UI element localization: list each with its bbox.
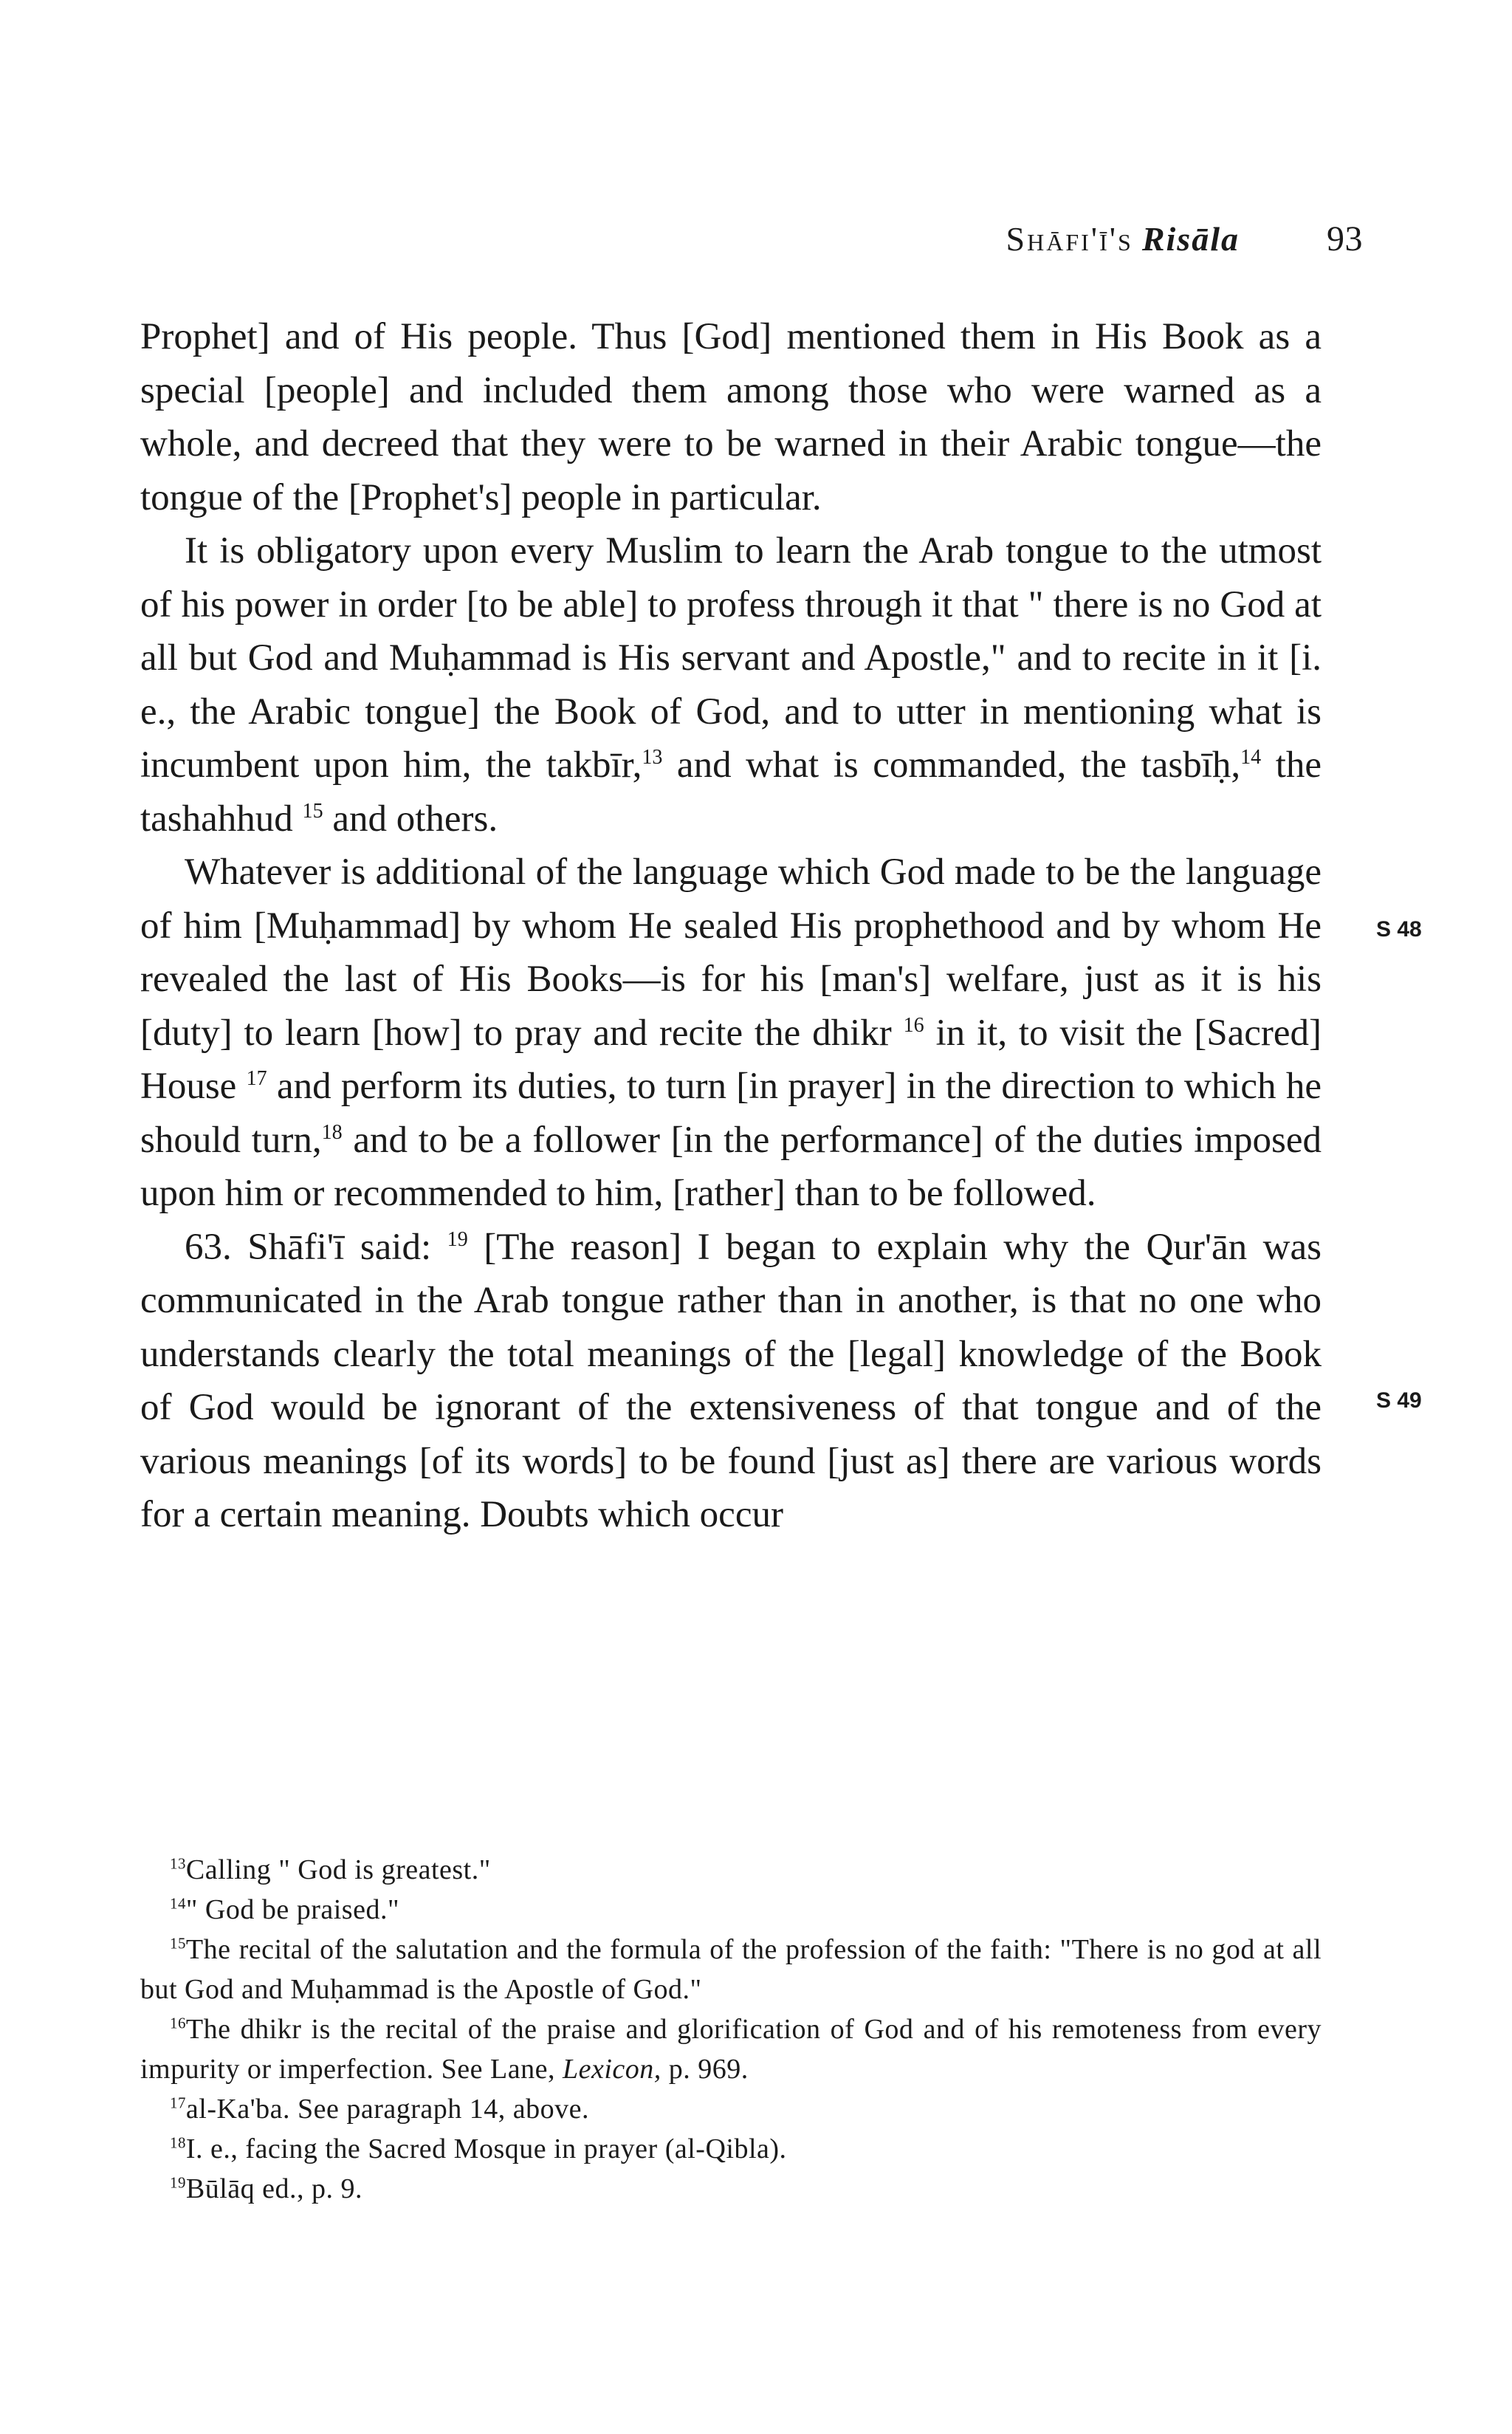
footnote-18-text: I. e., facing the Sacred Mosque in prayer (al-Qibla). [185, 2133, 787, 2164]
paragraph-2 [140, 524, 1322, 846]
running-head-work: Risāla [1141, 220, 1240, 258]
footnote-16-text-b: p. 969. [661, 2054, 749, 2085]
footnote-13-text: Calling " God is greatest." [185, 1854, 491, 1885]
footnote-ref-18: 18 [321, 1120, 343, 1144]
paragraph-2-text-b: and what is commanded, the tasbīḥ, [662, 744, 1241, 786]
footnote-14-number: 14 [170, 1894, 186, 1913]
footnote-15-text: The recital of the salutation and the formula of the profession of the faith: "There is no god at all but God and Muḥammad is the Apostle of God." [140, 1934, 1322, 2005]
footnote-18 [140, 2129, 1322, 2169]
footnote-ref-14: 14 [1240, 746, 1262, 769]
footnote-14 [140, 1890, 1322, 1930]
paragraph-2-text-d: and others. [323, 798, 498, 840]
footnotes [140, 1850, 1322, 2209]
footnote-16-text-a: The dhikr is the recital of the praise and glorification of God and of his remoteness from every impurity or imperfection. See Lane, [140, 2014, 1322, 2085]
paragraph-3-text-b: in it, to visit the [Sacred] House [140, 1012, 1322, 1107]
margin-note-s48: S 48 [1376, 917, 1422, 942]
footnote-13 [140, 1850, 1322, 1890]
running-head [738, 219, 1363, 259]
footnote-19-text: Būlāq ed., p. 9. [185, 2173, 363, 2204]
running-head-author: Shāfi'ī's [1006, 220, 1133, 258]
footnote-17-text: al-Ka'ba. See paragraph 14, above. [185, 2094, 589, 2125]
paragraph-1: Prophet] and of His people. Thus [God] mentioned them in His Book as a special [people] and included them among those who were warned as a whole, and decreed that they were to be warned in their Arabic tongue—the tongue of the [Prophet's] people in particular. [140, 316, 1322, 518]
footnote-16-lexicon: Lexicon, [563, 2054, 662, 2085]
footnote-ref-15: 15 [302, 799, 323, 823]
paragraph-63 [140, 1221, 1322, 1542]
main-text [140, 310, 1322, 1542]
footnote-16-number: 16 [170, 2014, 186, 2032]
footnote-19-number: 19 [170, 2173, 186, 2192]
footnote-ref-13: 13 [642, 746, 663, 769]
footnote-16 [140, 2009, 1322, 2089]
footnote-18-number: 18 [170, 2133, 186, 2152]
paragraph-2-text-a: It is obligatory upon every Muslim to learn the Arab tongue to the utmost of his power in order [to be able] to profess through it that " there is no God at all but God and Muḥammad is His servant and Apostle," and to recite in it [i. e., the Arabic tongue] the Book of God, and to utter in mentioning what is incumbent upon him, the takbīr, [140, 530, 1322, 786]
running-head-title [1006, 219, 1240, 258]
paragraph-2-text-c: the tashahhud [140, 744, 1322, 840]
paragraph-3-text-c: and perform its duties, to turn [in prayer] in the direction to which he should turn, [140, 1066, 1322, 1161]
footnote-17 [140, 2089, 1322, 2129]
footnote-15 [140, 1930, 1322, 2009]
footnote-19 [140, 2169, 1322, 2209]
paragraph-3-text-d: and to be a follower [in the performance] of the duties imposed upon him or recommended to him, [rather] than to be followed. [140, 1119, 1322, 1214]
footnote-ref-19: 19 [447, 1227, 468, 1251]
footnote-14-text: " God be praised." [185, 1894, 399, 1925]
footnote-ref-17: 17 [246, 1067, 267, 1090]
paragraph-63-text-b: [The reason] I began to explain why the Qur'ān was communicated in the Arab tongue rather than in another, is that no one who understands clearly the total meanings of the [legal] knowledge of the Book of God would be ignorant of the extensiveness of that tongue and of the various meanings [of its words] to be found [just as] there are various words for a certain meaning. Doubts which occur [140, 1226, 1322, 1535]
paragraph-3-text-a: Whatever is additional of the language which God made to be the language of him [Muḥammad] by whom He sealed His prophethood and by whom He revealed the last of His Books—is for his [man's] welfare, just as it is his [duty] to learn [how] to pray and recite the dhikr [140, 851, 1322, 1054]
page-number: 93 [1327, 219, 1363, 258]
footnote-17-number: 17 [170, 2094, 186, 2112]
footnote-ref-16: 16 [903, 1013, 924, 1037]
paragraph-63-text-a: 63. Shāfi'ī said: [185, 1226, 447, 1268]
paragraph-3 [140, 846, 1322, 1221]
margin-note-s49: S 49 [1376, 1388, 1422, 1413]
footnote-13-number: 13 [170, 1854, 186, 1873]
footnote-15-number: 15 [170, 1934, 186, 1953]
